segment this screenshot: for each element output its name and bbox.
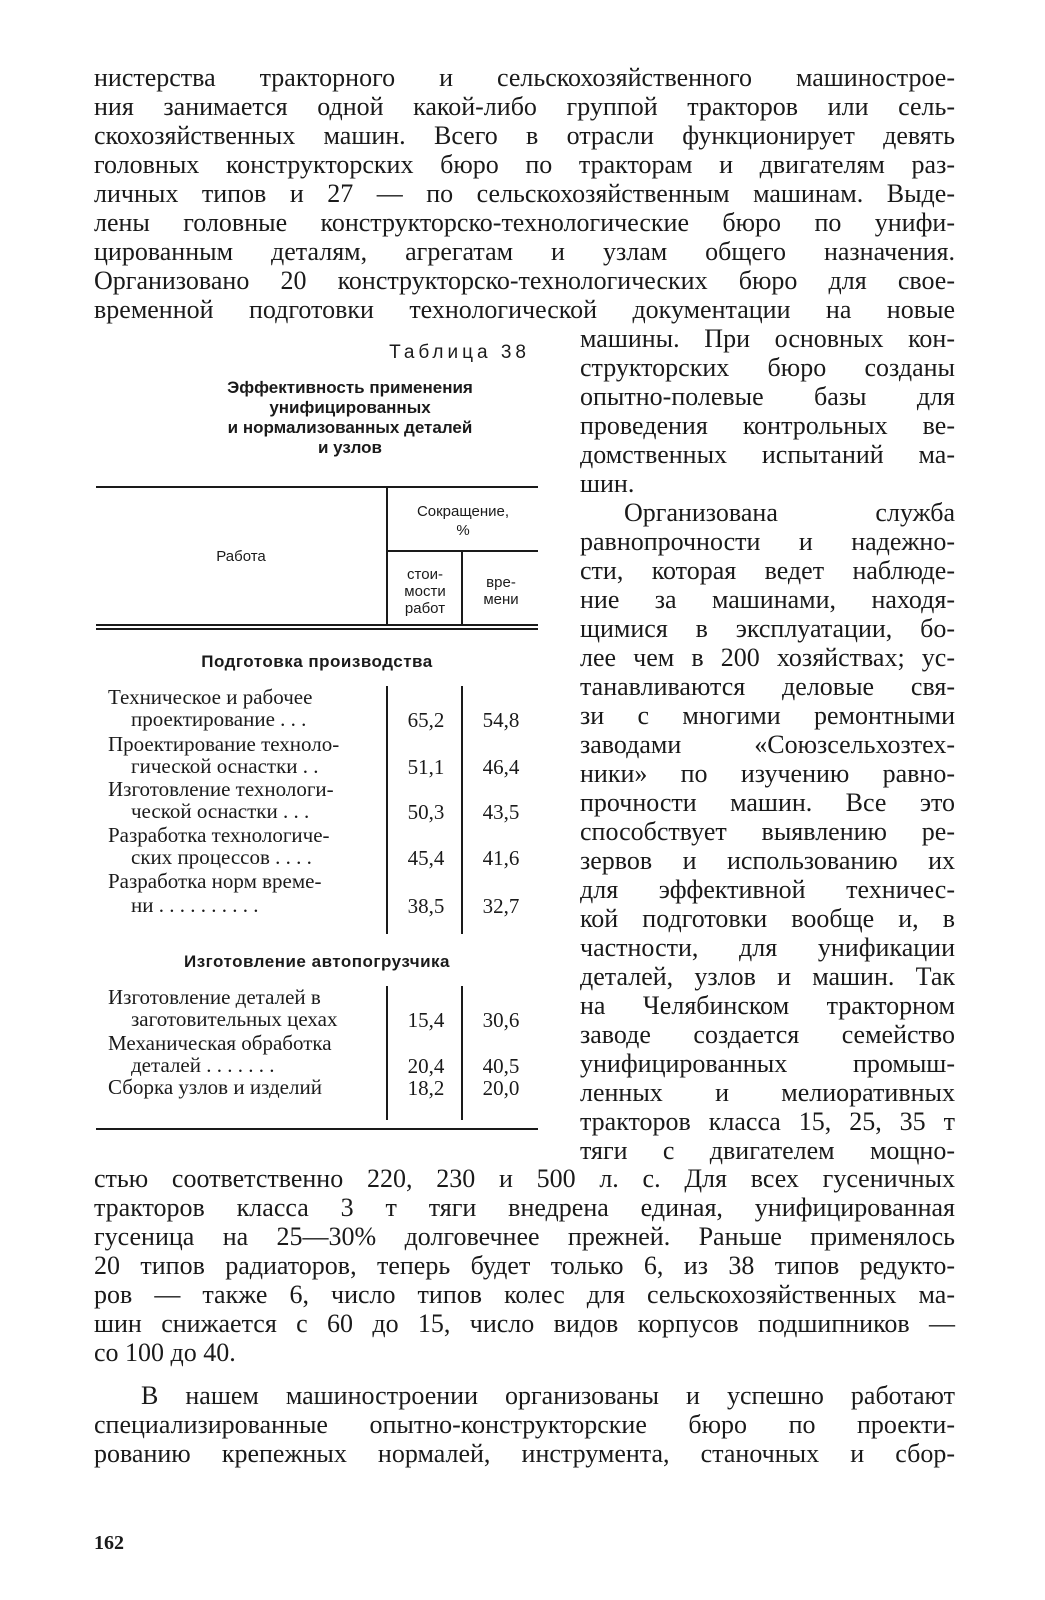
cell-cost: 65,2 (407, 708, 445, 732)
cell-cost: 50,3 (407, 800, 445, 824)
cell-time: 20,0 (482, 1076, 520, 1100)
text-line: способствует выявлению ре- (580, 817, 955, 846)
text-line: кой подготовки вообще и, в (580, 904, 955, 933)
page-number: 162 (94, 1532, 124, 1554)
text-line: тракторов класса 15, 25, 35 т (580, 1107, 955, 1136)
text-line: шин снижается с 60 до 15, число видов корпусов подшипников — (94, 1309, 955, 1338)
table-label: Таблица 38 (389, 342, 530, 363)
text-line: 20 типов радиаторов, теперь будет только 6, из 38 типов редукто- (94, 1251, 955, 1280)
text-line: временной подготовки технологической документации на новые (94, 295, 955, 324)
text-line: Организовано 20 конструкторско-технологических бюро для свое- (94, 266, 955, 295)
text-line: гусеница на 25—30% долговечнее прежней. Раньше применялось (94, 1222, 955, 1251)
header-reduction-unit: % (456, 522, 470, 539)
row-label: заготовительных цехах (131, 1007, 338, 1031)
text-line: скохозяйственных машин. Всего в отрасли функционирует девять (94, 121, 955, 150)
text-line: домственных испытаний ма- (580, 440, 955, 469)
row-label: Проектирование техноло- (108, 732, 340, 756)
cell-time: 40,5 (482, 1054, 520, 1078)
text-line: заводами «Союзсельхозтех- (580, 730, 955, 759)
row-label: ни . . . . . . . . . . (131, 893, 259, 917)
table-title: Эффективность применения (227, 378, 473, 397)
cell-time: 41,6 (482, 846, 520, 870)
text-line: лее чем в 200 хозяйствах; ус- (580, 643, 955, 672)
text-line: В нашем машиностроении организованы и успешно работают (141, 1381, 955, 1410)
text-line: лены головные конструкторско-технологические бюро по унифи- (94, 208, 955, 237)
text-line: тяги с двигателем мощно- (580, 1136, 955, 1165)
table-bottom-rule (96, 1128, 538, 1130)
table-title: и нормализованных деталей (227, 418, 473, 437)
row-label: Техническое и рабочее (108, 685, 313, 709)
header-work: Работа (216, 548, 266, 565)
header-cost: мости (404, 583, 446, 600)
table-title: унифицированных (269, 398, 431, 417)
text-line: ники» по изучению равно- (580, 759, 955, 788)
text-line: сти, которая ведет наблюде- (580, 556, 955, 585)
text-line: ров — также 6, число типов колес для сельскохозяйственных ма- (94, 1280, 955, 1309)
text-line: тракторов класса 3 т тяги внедрена единая, унифицированная (94, 1193, 955, 1222)
text-line: шин. (580, 469, 635, 498)
row-label: гической оснастки . . (131, 754, 319, 778)
text-line: стью соответственно 220, 230 и 500 л. с. Для всех гусеничных (94, 1164, 955, 1193)
row-label: Разработка технологиче- (108, 823, 330, 847)
text-line: частности, для унификации (580, 933, 955, 962)
cell-time: 54,8 (482, 708, 520, 732)
text-line: ние за машинами, находя- (580, 585, 955, 614)
cell-cost: 38,5 (407, 894, 445, 918)
text-line: головных конструкторских бюро по тракторам и двигателям раз- (94, 150, 955, 179)
text-line: личных типов и 27 — по сельскохозяйственным машинам. Выде- (94, 179, 955, 208)
text-line: опытно-полевые базы для (580, 382, 955, 411)
cell-time: 46,4 (482, 755, 520, 779)
table-section-heading: Изготовление автопогрузчика (183, 952, 450, 971)
text-line: зи с многими ремонтными (580, 701, 955, 730)
cell-time: 30,6 (482, 1008, 520, 1032)
text-line: цированным деталям, агрегатам и узлам общего назначения. (94, 237, 955, 266)
text-line: рованию крепежных нормалей, инструмента, станочных и сбор- (94, 1439, 955, 1468)
text-line: машины. При основных кон- (580, 324, 955, 353)
table-header-rule (96, 624, 538, 626)
text-line: нистерства тракторного и сельскохозяйственного машинострое- (94, 63, 955, 92)
row-label: Разработка норм време- (108, 869, 322, 893)
header-cost: работ (404, 600, 446, 617)
row-label: ских процессов . . . . (131, 845, 312, 869)
text-line: деталей, узлов и машин. Так (580, 962, 955, 991)
text-line: на Челябинском тракторном (580, 991, 955, 1020)
text-line: Организована служба (624, 498, 955, 527)
cell-cost: 15,4 (407, 1008, 445, 1032)
cell-cost: 45,4 (407, 846, 445, 870)
cell-time: 43,5 (482, 800, 520, 824)
text-line: щимися в эксплуатации, бо- (580, 614, 955, 643)
table-title: и узлов (317, 438, 383, 457)
header-time: мени (483, 591, 519, 608)
row-label: Механическая обработка (108, 1031, 332, 1055)
row-label: Изготовление деталей в (108, 985, 321, 1009)
table-header-rule (96, 628, 538, 630)
row-label: проектирование . . . (131, 707, 307, 731)
header-reduction: Сокращение, (416, 503, 510, 520)
cell-cost: 20,4 (407, 1054, 445, 1078)
cell-time: 32,7 (482, 894, 520, 918)
table-top-rule (96, 486, 538, 488)
text-line: зервов и использованию их (580, 846, 955, 875)
header-cost: стои- (407, 566, 443, 583)
table-header-subrule (388, 550, 538, 552)
text-line: прочности машин. Все это (580, 788, 955, 817)
text-line: специализированные опытно-конструкторские бюро по проекти- (94, 1410, 955, 1439)
text-line: заводе создается семейство (580, 1020, 955, 1049)
cell-cost: 18,2 (407, 1076, 445, 1100)
text-line: ленных и мелиоративных (580, 1078, 955, 1107)
text-line: равнопрочности и надежно- (580, 527, 955, 556)
header-time: вре- (486, 574, 516, 591)
text-line: проведения контрольных ве- (580, 411, 955, 440)
cell-cost: 51,1 (407, 755, 445, 779)
text-line: ния занимается одной какой-либо группой тракторов или сель- (94, 92, 955, 121)
text-line: унифицированных промыш- (580, 1049, 955, 1078)
text-line: для эффективной техничес- (580, 875, 955, 904)
row-label: Изготовление технологи- (108, 777, 334, 801)
table-section-heading: Подготовка производства (201, 652, 433, 671)
text-line: структорских бюро созданы (580, 353, 955, 382)
row-label: деталей . . . . . . . (131, 1053, 275, 1077)
text-line: танавливаются деловые свя- (580, 672, 955, 701)
row-label: ческой оснастки . . . (131, 799, 310, 823)
row-label: Сборка узлов и изделий (108, 1075, 322, 1099)
text-line: со 100 до 40. (94, 1338, 236, 1367)
